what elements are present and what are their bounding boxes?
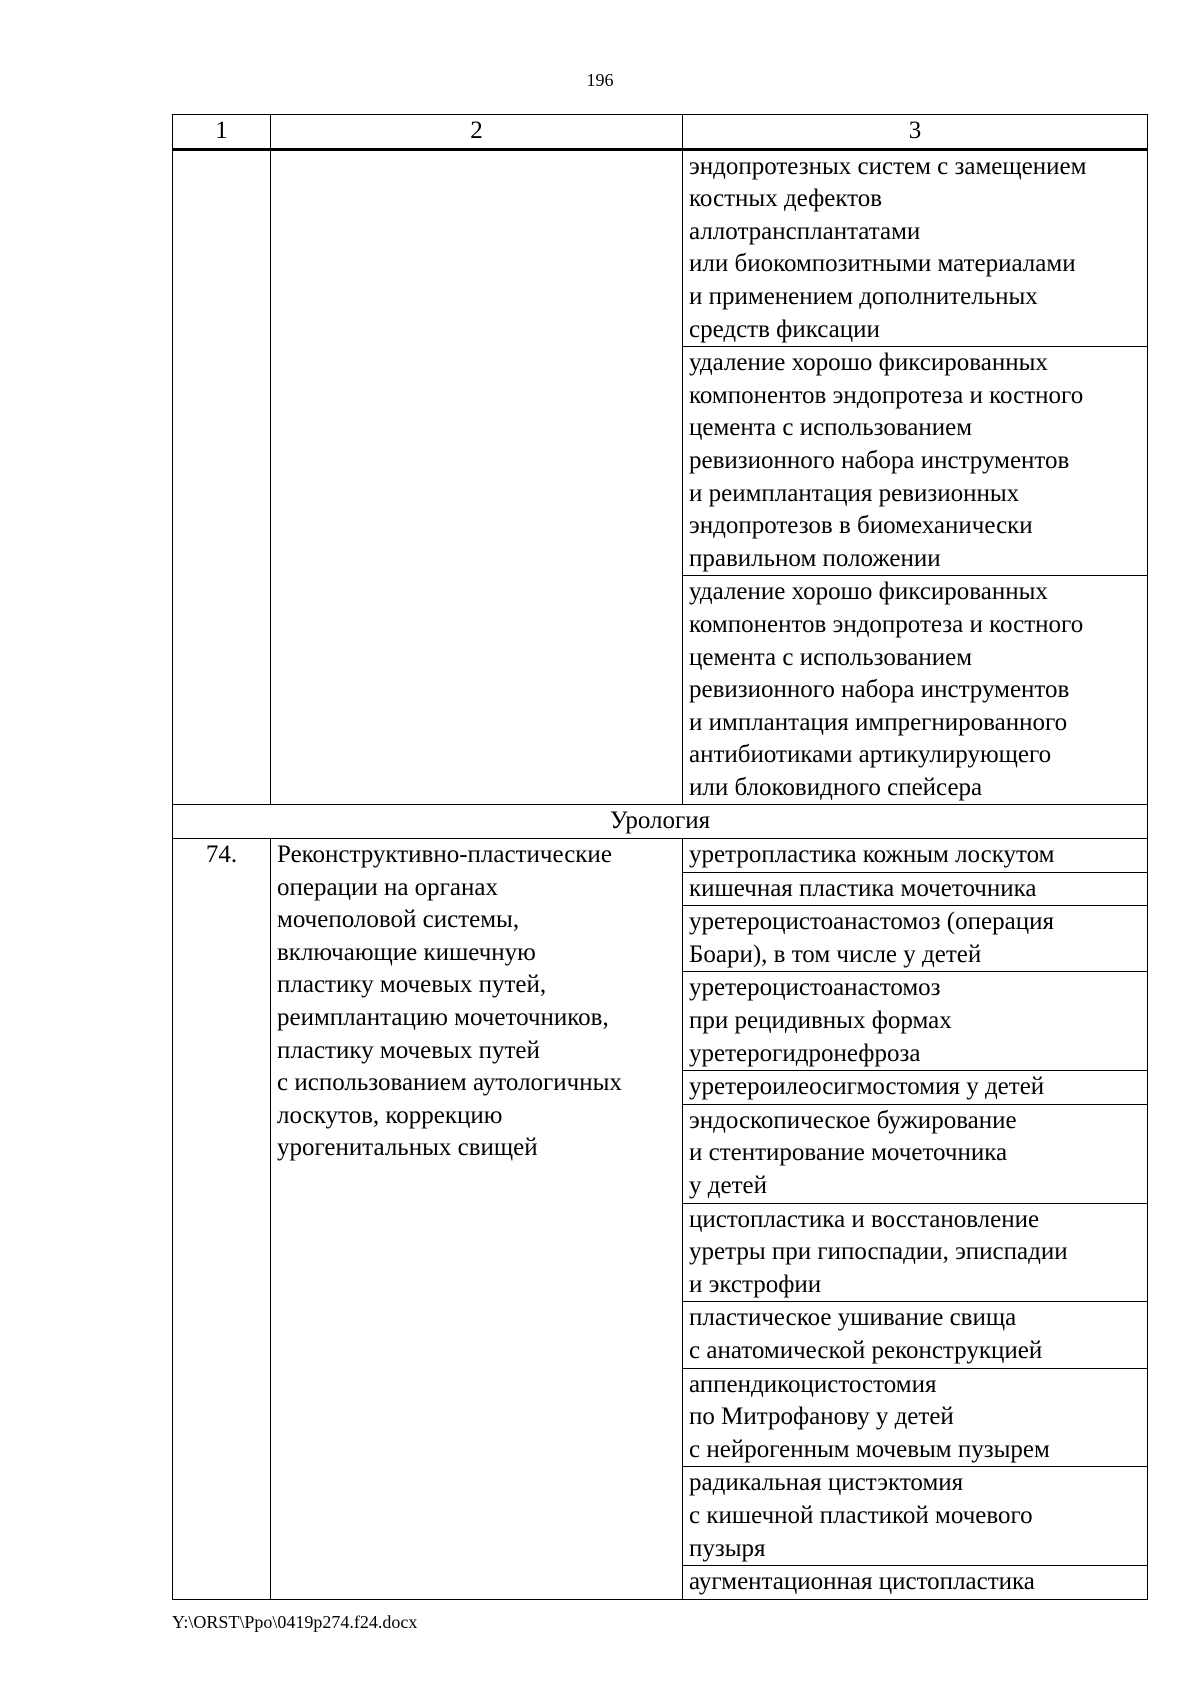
procedure-text: удаление хорошо фиксированных компонентов эндопротеза и костного цемента с использованием ревизионного набора инструментов и реимплантация ревизионных эндопротезов в биомеханически правильном положении bbox=[683, 347, 1148, 576]
section-row bbox=[173, 805, 1148, 839]
page-number: 196 bbox=[586, 70, 614, 90]
procedure-text: уретероцистоанастомоз (операция Боари), в том числе у детей bbox=[683, 906, 1148, 972]
procedure-text: удаление хорошо фиксированных компонентов эндопротеза и костного цемента с использованием ревизионного набора инструментов и имплантация импрегнированного антибиотиками артикулирующего или блоковидного спейсера bbox=[683, 576, 1148, 805]
table-row bbox=[173, 149, 1148, 347]
table-row bbox=[173, 839, 1148, 873]
procedure-text: аппендикоцистостомия по Митрофанову у детей с нейрогенным мочевым пузырем bbox=[683, 1368, 1148, 1467]
procedure-text: пластическое ушивание свища с анатомической реконструкцией bbox=[683, 1302, 1148, 1368]
empty-name-cell bbox=[271, 149, 683, 805]
procedure-text: уретропластика кожным лоскутом bbox=[683, 839, 1148, 873]
entry-number: 74. bbox=[173, 839, 271, 1600]
entry-name: Реконструктивно-пластические операции на органах мочеполовой системы, включающие кишечную пластику мочевых путей, реимплантацию мочеточников, пластику мочевых путей с использованием аутологичных лоскутов, коррекцию урогенитальных свищей bbox=[271, 839, 683, 1600]
procedure-text: цистопластика и восстановление уретры при гипоспадии, эписпадии и экстрофии bbox=[683, 1203, 1148, 1302]
procedure-text: эндоскопическое бужирование и стентирование мочеточника у детей bbox=[683, 1104, 1148, 1203]
procedure-text: эндопротезных систем с замещением костных дефектов аллотрансплантатами или биокомпозитными материалами и применением дополнительных средств фиксации bbox=[683, 149, 1148, 347]
procedures-table bbox=[172, 114, 1148, 1600]
procedure-text: кишечная пластика мочеточника bbox=[683, 872, 1148, 906]
procedure-text: аугментационная цистопластика bbox=[683, 1566, 1148, 1600]
footer-file-path: Y:\ORST\Ppo\0419p274.f24.docx bbox=[172, 1612, 418, 1632]
column-header-3: 3 bbox=[683, 115, 1148, 150]
column-header-1: 1 bbox=[173, 115, 271, 150]
section-title: Урология bbox=[173, 805, 1148, 839]
column-header-2: 2 bbox=[271, 115, 683, 150]
procedure-text: радикальная цистэктомия с кишечной пластикой мочевого пузыря bbox=[683, 1467, 1148, 1566]
table-body bbox=[173, 115, 1148, 1600]
procedure-text: уретероцистоанастомоз при рецидивных формах уретерогидронефроза bbox=[683, 972, 1148, 1071]
column-header-row bbox=[173, 115, 1148, 150]
procedure-text: уретероилеосигмостомия у детей bbox=[683, 1071, 1148, 1105]
empty-number-cell bbox=[173, 149, 271, 805]
